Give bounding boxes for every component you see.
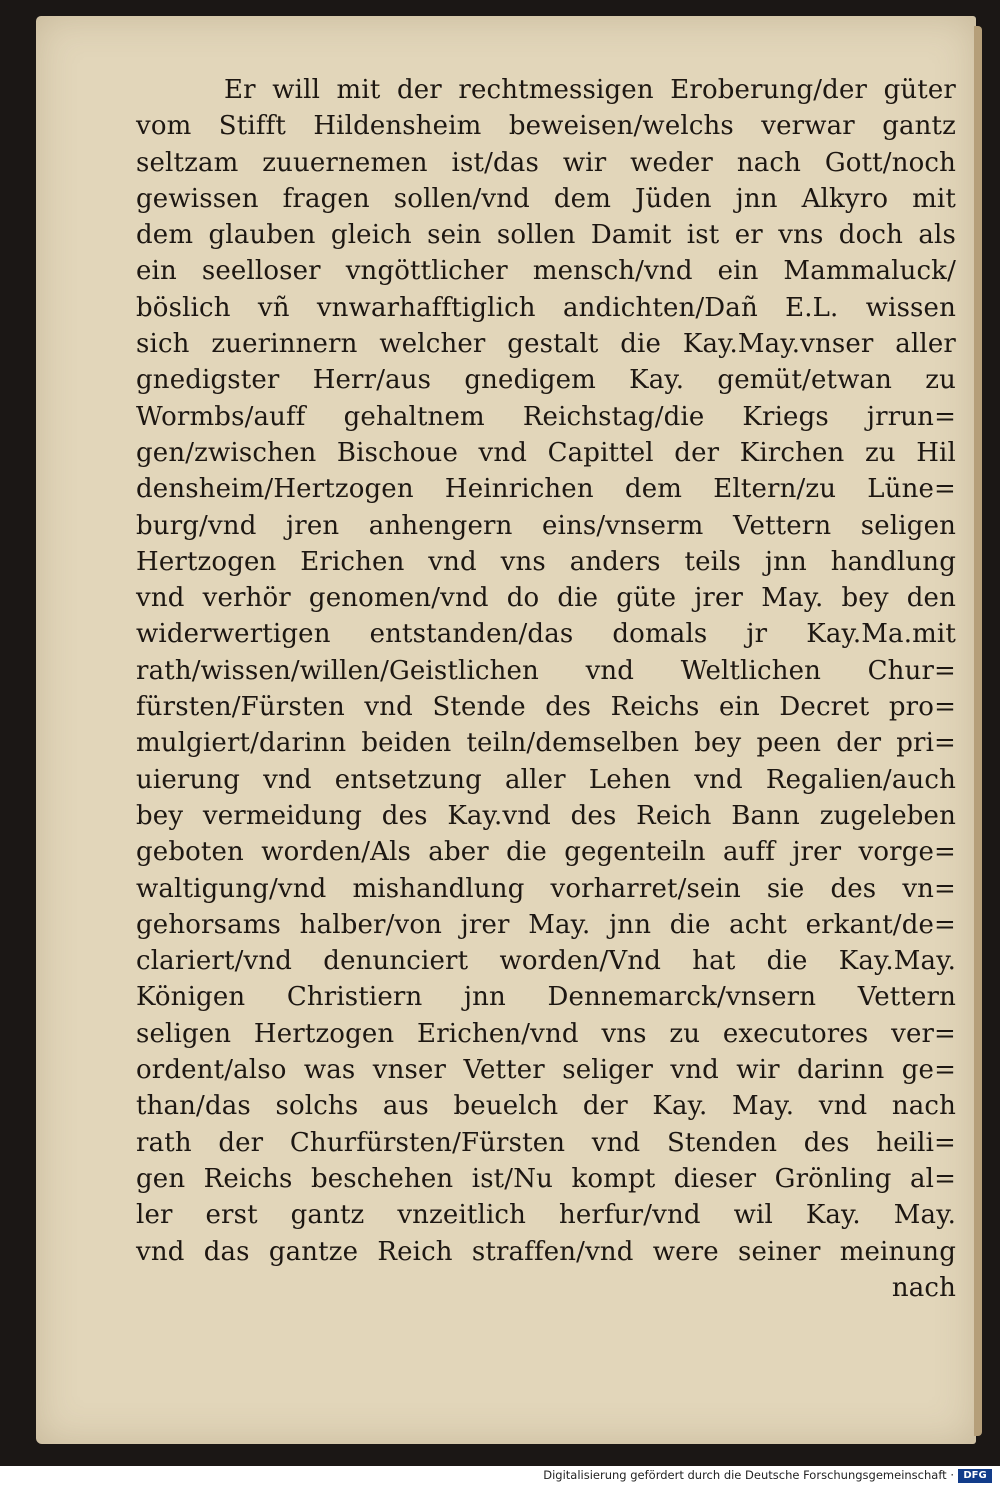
text-line: sich zuerinnern welcher gestalt die Kay.May.vnser aller	[136, 329, 956, 360]
text-line: vom Stifft Hildensheim beweisen/welchs verwar gantz	[136, 111, 956, 142]
text-line: clariert/vnd denunciert worden/Vnd hat die Kay.May.	[136, 946, 956, 977]
page-edge	[974, 26, 982, 1436]
text-line: gehorsams halber/von jrer May. jnn die acht erkant/de=	[136, 909, 956, 940]
text-line: seligen Hertzogen Erichen/vnd vns zu executores ver=	[136, 1018, 956, 1049]
text-line: gnedigster Herr/aus gnedigem Kay. gemüt/etwan zu	[136, 365, 956, 396]
text-line: böslich vñ vnwarhafftiglich andichten/Dañ E.L. wissen	[136, 292, 956, 323]
text-line: uierung vnd entsetzung aller Lehen vnd Regalien/auch	[136, 764, 956, 795]
text-line: than/das solchs aus beuelch der Kay. May. vnd nach	[136, 1091, 956, 1122]
text-line: waltigung/vnd mishandlung vorharret/sein sie des vn=	[136, 873, 956, 904]
text-line: fürsten/Fürsten vnd Stende des Reichs ein Decret pro=	[136, 692, 956, 723]
text-line: Hertzogen Erichen vnd vns anders teils jnn handlung	[136, 546, 956, 577]
text-line: ler erst gantz vnzeitlich herfur/vnd wil Kay. May.	[136, 1200, 956, 1231]
book-page	[36, 16, 976, 1444]
text-line: dem glauben gleich sein sollen Damit ist er vns doch als	[136, 220, 956, 251]
text-line: Wormbs/auff gehaltnem Reichstag/die Kriegs jrrun=	[136, 401, 956, 432]
text-line: Königen Christiern jnn Dennemarck/vnsern Vettern	[136, 982, 956, 1013]
text-line: gewissen fragen sollen/vnd dem Jüden jnn Alkyro mit	[136, 183, 956, 214]
text-line: rath/wissen/willen/Geistlichen vnd Weltlichen Chur=	[136, 655, 956, 686]
text-line: ein seelloser vngöttlicher mensch/vnd ein Mammaluck/	[136, 256, 956, 287]
text-line: vnd verhör genomen/vnd do die güte jrer May. bey den	[136, 583, 956, 614]
text-line: widerwertigen entstanden/das domals jr Kay.Ma.mit	[136, 619, 956, 650]
text-line: ordent/also was vnser Vetter seliger vnd wir darinn ge=	[136, 1055, 956, 1086]
funding-credit: Digitalisierung gefördert durch die Deutsche Forschungsgemeinschaft ·	[543, 1468, 954, 1482]
catchword: nach	[891, 1272, 956, 1303]
text-line: mulgiert/darinn beiden teiln/demselben bey peen der pri=	[136, 728, 956, 759]
text-line: Er will mit der rechtmessigen Eroberung/der güter	[224, 75, 956, 105]
text-line: bey vermeidung des Kay.vnd des Reich Bann zugeleben	[136, 800, 956, 831]
text-line: gen/zwischen Bischoue vnd Capittel der Kirchen zu Hil	[136, 437, 956, 468]
text-line: rath der Churfürsten/Fürsten vnd Stenden des heili=	[136, 1127, 956, 1158]
text-line: geboten worden/Als aber die gegenteiln auff jrer vorge=	[136, 837, 956, 868]
text-line: burg/vnd jren anhengern eins/vnserm Vettern seligen	[136, 510, 956, 541]
footer-bar	[0, 1466, 1000, 1487]
text-block	[136, 72, 956, 1306]
text-line: densheim/Hertzogen Heinrichen dem Eltern/zu Lüne=	[136, 474, 956, 505]
text-line: vnd das gantze Reich straffen/vnd were seiner meinung	[136, 1236, 956, 1267]
text-line: seltzam zuuernemen ist/das wir weder nach Gott/noch	[136, 147, 956, 178]
dfg-logo: DFG	[958, 1469, 992, 1483]
text-line: gen Reichs beschehen ist/Nu kompt dieser Grönling al=	[136, 1163, 956, 1194]
